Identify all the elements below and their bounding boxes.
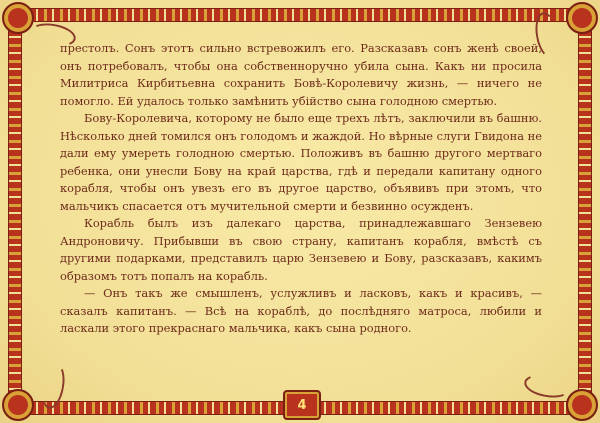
- flourish-ornament-icon: [522, 371, 571, 401]
- corner-ornament-icon: [566, 389, 598, 421]
- page-number: 4: [297, 397, 307, 413]
- page-number-badge: [283, 390, 321, 420]
- paragraph: Бову-Королевича, которому не было еще трехъ лѣтъ, заключили въ башню. Нѣсколько дней томился онъ голодомъ и жаждой. Но вѣрные слуги Гвидона не дали ему умереть голодною смертью. Положивъ въ башню другого мертваго ребенка, они унесли Бову на край царства, гдѣ и передали капитану одного корабля, чтобы онъ увезъ его въ другое царство, объявивъ при этомъ, что мальчикъ спасается отъ мучительной смерти и безвинно осужденъ.: [60, 111, 542, 213]
- ornamental-border-left: [8, 22, 22, 401]
- ornamental-border-right: [578, 22, 592, 401]
- story-text: [60, 40, 542, 338]
- corner-ornament-icon: [566, 2, 598, 34]
- corner-ornament-icon: [2, 389, 34, 421]
- paragraph: Корабль былъ изъ далекаго царства, принадлежавшаго Зензевею Андроновичу. Прибывши въ свою страну, капитанъ корабля, вмѣстѣ съ другими подарками, представилъ царю Зензевею и Бову, разсказавъ, какимъ образомъ тотъ попалъ на корабль.: [60, 216, 542, 283]
- paragraph: — Онъ такъ же смышленъ, услужливъ и ласковъ, какъ и красивъ, — сказалъ капитанъ. — Всѣ на кораблѣ, до послѣдняго матроса, любили и ласкали этого прекраснаго мальчика, какъ сына родного.: [60, 286, 542, 335]
- paragraph: престолъ. Сонъ этотъ сильно встревожилъ его. Разсказавъ сонъ женѣ своей, онъ потребовалъ, чтобы она собственноручно убила сына. Какъ ни просила Милитриса Кирбитьевна сохранить Бовѣ-Королевичу жизнь, — ничего не помогло. Ей удалось только замѣнить убійство сына голодною смертью.: [60, 41, 542, 108]
- ornamental-border-top: [22, 8, 578, 22]
- corner-ornament-icon: [2, 2, 34, 34]
